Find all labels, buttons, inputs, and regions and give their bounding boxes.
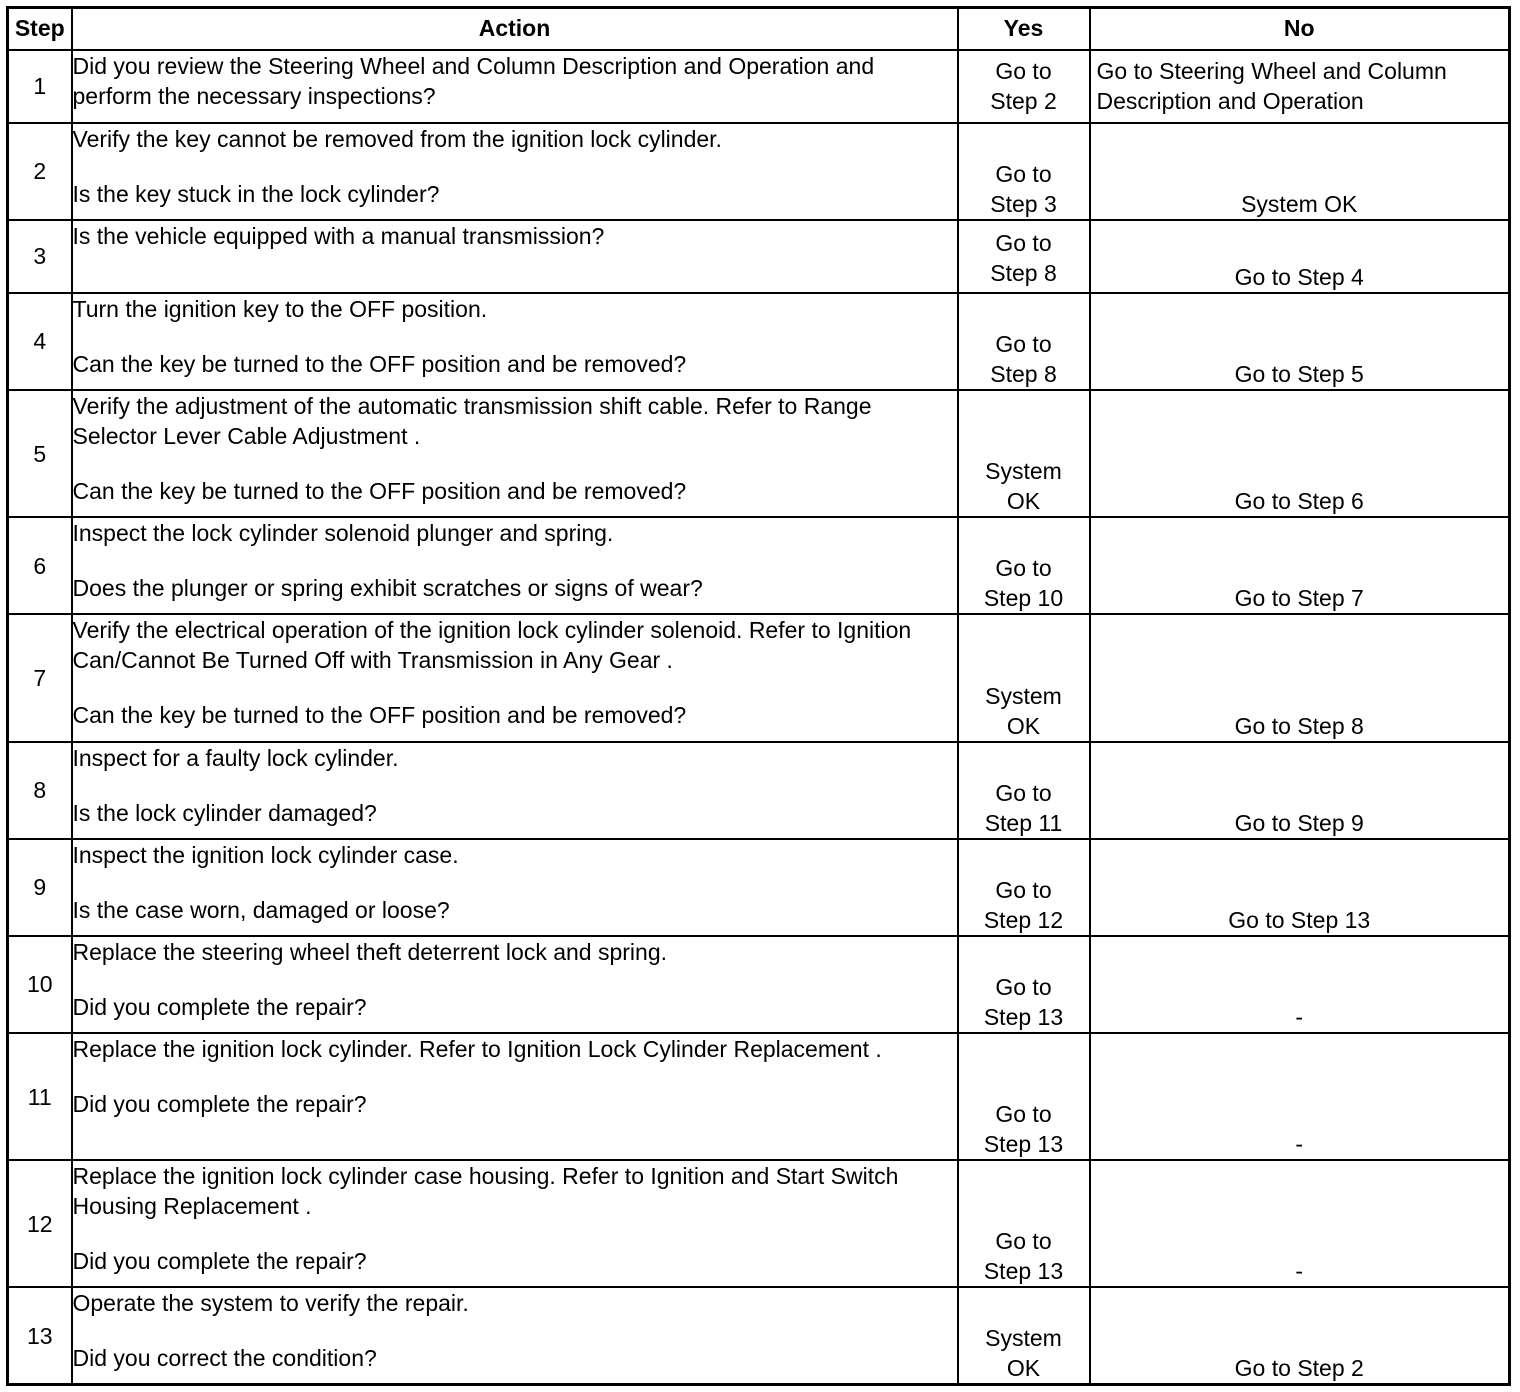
step-number: 13 — [8, 1287, 72, 1384]
action-text: Replace the ignition lock cylinder. Refer to Ignition Lock Cylinder Replacement . — [72, 1035, 882, 1062]
action-cell — [72, 839, 958, 936]
header-no: No — [1090, 8, 1510, 50]
yes-cell — [958, 220, 1090, 293]
table-row — [8, 293, 1510, 390]
step-number: 4 — [8, 293, 72, 390]
yes-text: Go to — [995, 331, 1052, 357]
action-text: Operate the system to verify the repair. — [72, 1290, 469, 1317]
action-cell — [72, 50, 958, 123]
step-number: 9 — [8, 839, 72, 936]
yes-cell — [958, 1033, 1090, 1160]
action-cell — [72, 1287, 958, 1384]
yes-text: Go to — [995, 160, 1052, 187]
yes-cell — [958, 50, 1090, 123]
action-question: Is the key stuck in the lock cylinder? — [72, 180, 440, 207]
no-cell: Go to Step 7 — [1090, 517, 1510, 614]
yes-text: System — [985, 1325, 1062, 1351]
yes-text: Go to — [995, 229, 1052, 256]
yes-text: OK — [1006, 712, 1041, 739]
action-question: Is the lock cylinder damaged? — [72, 799, 377, 826]
action-text: Inspect the ignition lock cylinder case. — [72, 841, 459, 868]
yes-text: Step 8 — [990, 259, 1057, 286]
no-cell: Go to Step 6 — [1090, 390, 1510, 517]
yes-text: OK — [1006, 1355, 1041, 1381]
yes-text: System — [985, 458, 1062, 485]
step-number: 11 — [8, 1033, 72, 1160]
table-row — [8, 614, 1510, 741]
step-number: 1 — [8, 50, 72, 123]
step-number: 6 — [8, 517, 72, 614]
table-row — [8, 1160, 1510, 1287]
no-cell: System OK — [1090, 123, 1510, 220]
table-row — [8, 50, 1510, 123]
yes-text: Step 13 — [983, 1258, 1064, 1285]
yes-text: Step 11 — [984, 809, 1063, 836]
yes-text: Step 13 — [983, 1003, 1064, 1030]
table-row — [8, 936, 1510, 1033]
action-question: Can the key be turned to the OFF position and be removed? — [72, 350, 687, 377]
action-text: Did you review the Steering Wheel and Column Description and Operation and perform the necessary inspections? — [72, 52, 875, 109]
header-yes: Yes — [958, 8, 1090, 50]
yes-cell — [958, 936, 1090, 1033]
action-cell — [72, 390, 958, 517]
yes-cell — [958, 123, 1090, 220]
step-number: 12 — [8, 1160, 72, 1287]
action-cell — [72, 517, 958, 614]
no-cell: Go to Step 2 — [1090, 1287, 1510, 1384]
step-number: 7 — [8, 614, 72, 741]
yes-text: Step 12 — [983, 906, 1064, 933]
table-row — [8, 839, 1510, 936]
action-question: Did you correct the condition? — [72, 1345, 377, 1372]
action-cell — [72, 742, 958, 839]
table-row — [8, 517, 1510, 614]
yes-text: Step 10 — [983, 585, 1064, 612]
no-cell: Go to Step 4 — [1090, 220, 1510, 293]
step-number: 10 — [8, 936, 72, 1033]
yes-text: Go to — [995, 876, 1052, 903]
action-question: Did you complete the repair? — [72, 1248, 367, 1275]
action-cell — [72, 293, 958, 390]
action-question: Did you complete the repair? — [72, 1090, 367, 1117]
action-text: Turn the ignition key to the OFF position. — [72, 295, 488, 322]
action-text: Verify the electrical operation of the ignition lock cylinder solenoid. Refer to Ignition Can/Cannot Be Turned Off with Transmission in Any Gear . — [72, 617, 912, 674]
yes-text: Step 13 — [983, 1131, 1064, 1158]
yes-cell — [958, 1160, 1090, 1287]
yes-text: Step 8 — [990, 361, 1057, 387]
yes-cell — [958, 517, 1090, 614]
no-cell: - — [1090, 1033, 1510, 1160]
table-row — [8, 220, 1510, 293]
yes-text: Step 3 — [990, 190, 1057, 217]
table-row — [8, 742, 1510, 839]
yes-text: System — [985, 682, 1062, 709]
no-cell: Go to Step 13 — [1090, 839, 1510, 936]
step-number: 3 — [8, 220, 72, 293]
yes-text: Go to — [995, 779, 1052, 806]
action-text: Replace the steering wheel theft deterrent lock and spring. — [72, 938, 668, 965]
action-question: Did you complete the repair? — [72, 993, 367, 1020]
diagnostic-table — [6, 6, 1511, 1386]
table-row — [8, 123, 1510, 220]
header-action: Action — [72, 8, 958, 50]
action-text: Is the vehicle equipped with a manual transmission? — [72, 222, 605, 249]
table-row — [8, 1287, 1510, 1384]
yes-cell — [958, 742, 1090, 839]
yes-cell — [958, 390, 1090, 517]
table-row — [8, 390, 1510, 517]
action-text: Inspect the lock cylinder solenoid plunger and spring. — [72, 520, 614, 547]
yes-text: Go to — [995, 973, 1052, 1000]
no-cell: Go to Step 5 — [1090, 293, 1510, 390]
action-text: Verify the key cannot be removed from the ignition lock cylinder. — [72, 125, 722, 152]
header-row — [8, 8, 1510, 50]
action-question: Does the plunger or spring exhibit scratches or signs of wear? — [72, 575, 703, 602]
step-number: 5 — [8, 390, 72, 517]
no-cell: Go to Step 9 — [1090, 742, 1510, 839]
yes-text: Go to — [995, 58, 1052, 85]
yes-text: Go to — [995, 1228, 1052, 1255]
yes-text: Go to — [995, 555, 1052, 582]
action-question: Can the key be turned to the OFF position and be removed? — [72, 478, 687, 504]
action-cell — [72, 614, 958, 741]
no-cell: Go to Step 8 — [1090, 614, 1510, 741]
action-question: Can the key be turned to the OFF position and be removed? — [72, 702, 687, 729]
yes-text: Step 2 — [990, 88, 1057, 115]
yes-text: OK — [1006, 488, 1041, 515]
no-cell: - — [1090, 936, 1510, 1033]
yes-cell — [958, 1287, 1090, 1384]
yes-cell — [958, 614, 1090, 741]
action-text: Inspect for a faulty lock cylinder. — [72, 744, 399, 771]
action-cell — [72, 1160, 958, 1287]
no-cell: - — [1090, 1160, 1510, 1287]
step-number: 2 — [8, 123, 72, 220]
no-cell: Go to Steering Wheel and Column Description and Operation — [1090, 50, 1510, 123]
action-text: Replace the ignition lock cylinder case housing. Refer to Ignition and Start Switch Housing Replacement . — [72, 1163, 899, 1220]
step-number: 8 — [8, 742, 72, 839]
action-cell — [72, 123, 958, 220]
action-question: Is the case worn, damaged or loose? — [72, 896, 450, 923]
yes-cell — [958, 839, 1090, 936]
action-text: Verify the adjustment of the automatic transmission shift cable. Refer to Range Selector Lever Cable Adjustment . — [72, 393, 872, 449]
header-step: Step — [8, 8, 72, 50]
action-cell — [72, 936, 958, 1033]
yes-cell — [958, 293, 1090, 390]
yes-text: Go to — [995, 1101, 1052, 1128]
table-row — [8, 1033, 1510, 1160]
action-cell — [72, 220, 958, 293]
action-cell — [72, 1033, 958, 1160]
